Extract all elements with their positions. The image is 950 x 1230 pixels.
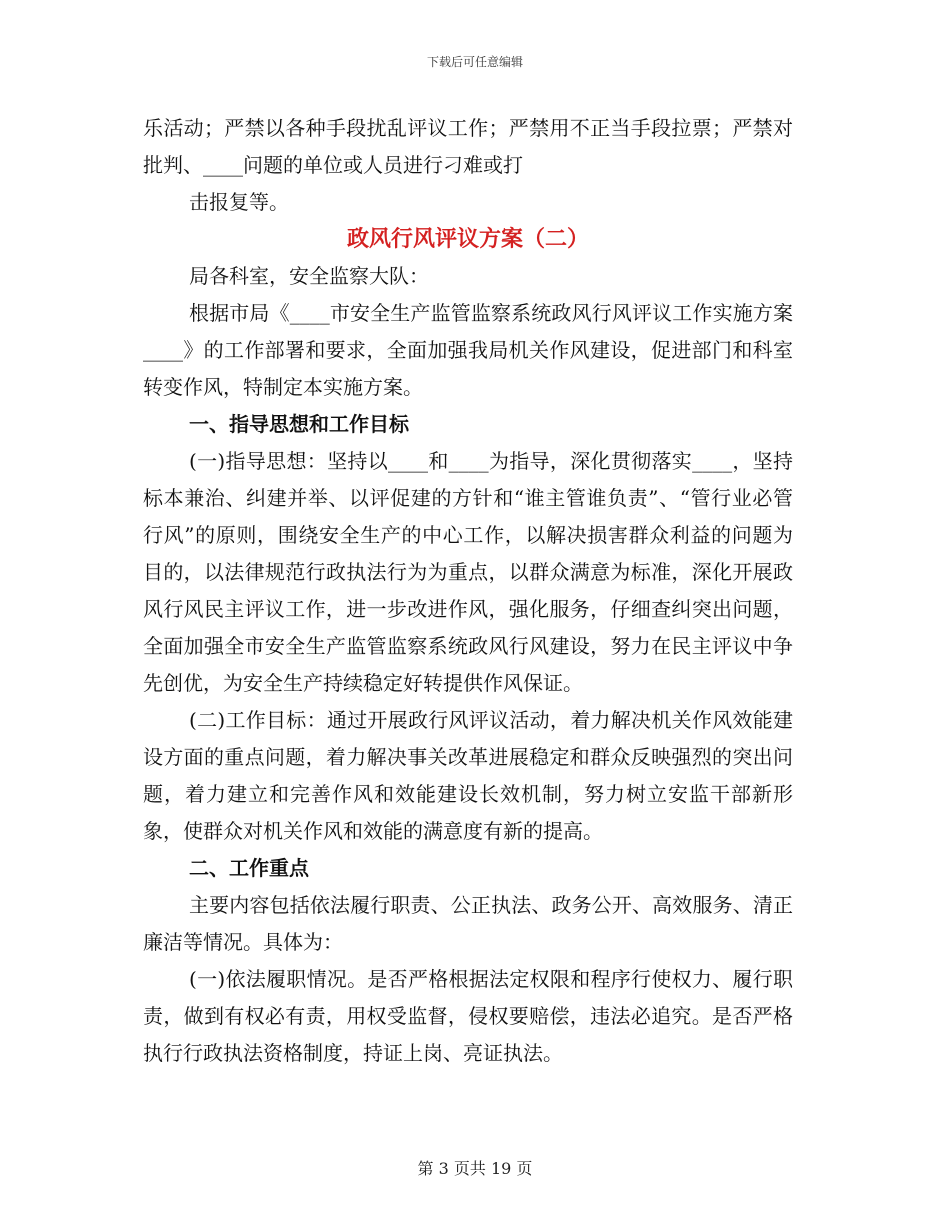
section-heading-2: 二、工作重点 [189,856,309,880]
page-footer: 第 3 页共 19 页 [417,1159,533,1178]
paragraph-continuation-end: 击报复等。 [189,190,289,214]
section-heading-1: 一、指导思想和工作目标 [189,412,409,436]
guiding-ideology-paragraph: (一)指导思想：坚持以____和____为指导，深化贯彻落实____，坚持标本兼治、纠建并举、以评促建的方针和“谁主管谁负责”、“管行业必管行风”的原则，围绕安全生产的中心工作，以解决损害群众利益的问题为目的，以法律规范行政执法行为为重点，以群众满意为标准，深化开展政风行风民主评议工作，进一步改进作风，强化服务，仔细查纠突出问题，全面加强全市安全生产监管监察系统政风行风建设，努力在民主评议中争先创优，为安全生产持续稳定好转提供作风保证。 [143,449,793,695]
document-title: 政风行风评议方案（二） [346,226,589,252]
page-header: 下载后可任意编辑 [426,55,523,69]
salutation: 局各科室，安全监察大队： [189,264,429,288]
work-goal-paragraph: (二)工作目标：通过开展政行风评议活动，着力解决机关作风效能建设方面的重点问题，着力解决事关改革进展稳定和群众反映强烈的突出问题，着力建立和完善作风和效能建设长效机制，努力树立安监干部新形象，使群众对机关作风和效能的满意度有新的提高。 [143,708,793,843]
main-content-paragraph: 主要内容包括依法履行职责、公正执法、政务公开、高效服务、清正廉洁等情况。具体为： [143,893,793,954]
document-body [143,110,793,1072]
intro-paragraph: 根据市局《____市安全生产监管监察系统政风行风评议工作实施方案____》的工作部署和要求，全面加强我局机关作风建设，促进部门和科室转变作风，特制定本实施方案。 [143,301,793,399]
paragraph-continuation: 乐活动；严禁以各种手段扰乱评议工作；严禁用不正当手段拉票；严禁对批判、____问题的单位或人员进行刁难或打 [143,116,793,177]
lawful-duty-paragraph: (一)依法履职情况。是否严格根据法定权限和程序行使权力、履行职责，做到有权必有责，用权受监督，侵权要赔偿，违法必追究。是否严格执行行政执法资格制度，持证上岗、亮证执法。 [143,967,793,1065]
